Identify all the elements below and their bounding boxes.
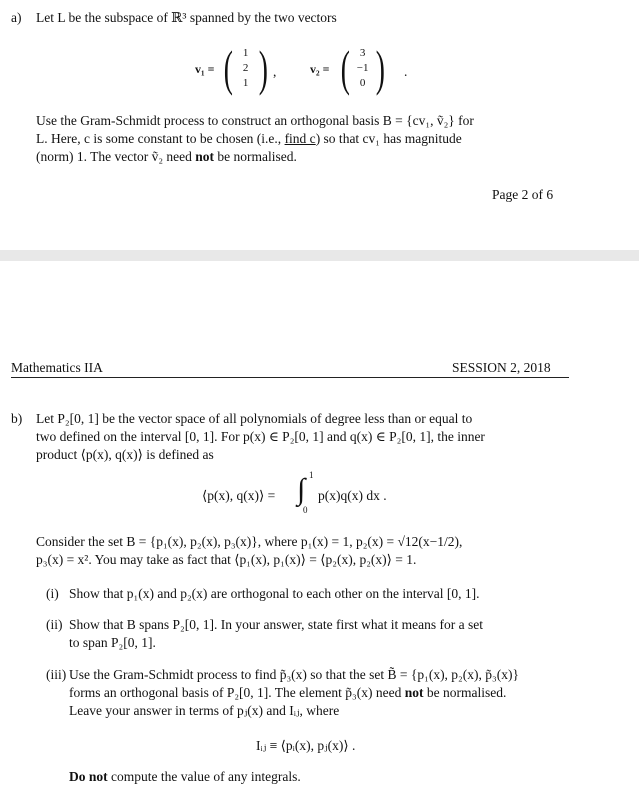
v2-matrix: ( 3 −1 0 ): [340, 40, 385, 96]
v1-matrix: ( 1 2 1 ): [223, 40, 268, 96]
item-i-number: (i): [46, 586, 59, 601]
integral-sign: ∫: [297, 473, 306, 506]
item-iii-line1: Use the Gram-Schmidt process to find p̃₃(x) so that the set B̃ = {p₁(x), p₂(x), p̃₃(x)}: [69, 667, 519, 682]
integral-upper-limit: 1: [309, 470, 314, 480]
part-a-para-line1: Use the Gram-Schmidt process to construct an orthogonal basis B = {cv₁, ṽ₂} for: [36, 113, 474, 128]
v1-label: v₁ =: [195, 62, 215, 76]
item-iii-line2: forms an orthogonal basis of P₂[0, 1]. The element p̃₃(x) need not be normalised.: [69, 685, 507, 700]
final-instruction: Do not compute the value of any integrals.: [69, 769, 301, 784]
iij-definition: Iᵢⱼ ≡ ⟨pᵢ(x), pⱼ(x)⟩ .: [256, 738, 356, 753]
part-b-line2: two defined on the interval [0, 1]. For p(x) ∈ P₂[0, 1] and q(x) ∈ P₂[0, 1], the inner: [36, 429, 485, 444]
course-title: Mathematics IIA: [11, 360, 103, 375]
item-ii-line1: Show that B spans P₂[0, 1]. In your answer, state first what it means for a set: [69, 617, 483, 632]
consider-line1: Consider the set B = {p₁(x), p₂(x), p₃(x)}, where p₁(x) = 1, p₂(x) = √12(x−1/2),: [36, 534, 463, 549]
part-a-intro: Let L be the subspace of ℝ³ spanned by the two vectors: [36, 10, 337, 25]
item-iii-line3: Leave your answer in terms of pⱼ(x) and Iᵢⱼ, where: [69, 703, 340, 718]
inner-product-lhs: ⟨p(x), q(x)⟩ =: [202, 488, 276, 503]
v1-entry: 1: [242, 46, 249, 59]
v1-entry: 2: [242, 61, 249, 74]
v2-label: v₂ =: [310, 62, 330, 76]
v2-period: .: [404, 64, 408, 79]
session-label: SESSION 2, 2018: [452, 360, 551, 375]
integral-lower-limit: 0: [303, 505, 308, 515]
v1-comma: ,: [273, 64, 277, 79]
part-a-para-line2: L. Here, c is some constant to be chosen (i.e., find c) so that cv₁ has magnitude: [36, 131, 462, 146]
v2-entry: −1: [356, 61, 369, 74]
v2-entry: 3: [359, 46, 366, 59]
header-rule: [11, 377, 569, 378]
integrand: p(x)q(x) dx .: [318, 488, 387, 503]
v1-entry: 1: [242, 76, 249, 89]
consider-line2: p₃(x) = x². You may take as fact that ⟨p₁(x), p₁(x)⟩ = ⟨p₂(x), p₂(x)⟩ = 1.: [36, 552, 417, 567]
part-a-para-line3: (norm) 1. The vector ṽ₂ need not be normalised.: [36, 149, 297, 164]
item-i-text: Show that p₁(x) and p₂(x) are orthogonal to each other on the interval [0, 1].: [69, 586, 480, 601]
part-a-label: a): [11, 10, 22, 25]
part-b-label: b): [11, 411, 23, 426]
v2-entry: 0: [359, 76, 366, 89]
part-b-line3: product ⟨p(x), q(x)⟩ is defined as: [36, 447, 214, 462]
part-b-line1: Let P₂[0, 1] be the vector space of all polynomials of degree less than or equal to: [36, 411, 473, 426]
page-break: [0, 250, 639, 261]
page-number: Page 2 of 6: [492, 187, 554, 202]
item-ii-line2: to span P₂[0, 1].: [69, 635, 156, 650]
item-ii-number: (ii): [46, 617, 63, 632]
item-iii-number: (iii): [46, 667, 67, 682]
find-c-link: find c: [284, 131, 316, 146]
